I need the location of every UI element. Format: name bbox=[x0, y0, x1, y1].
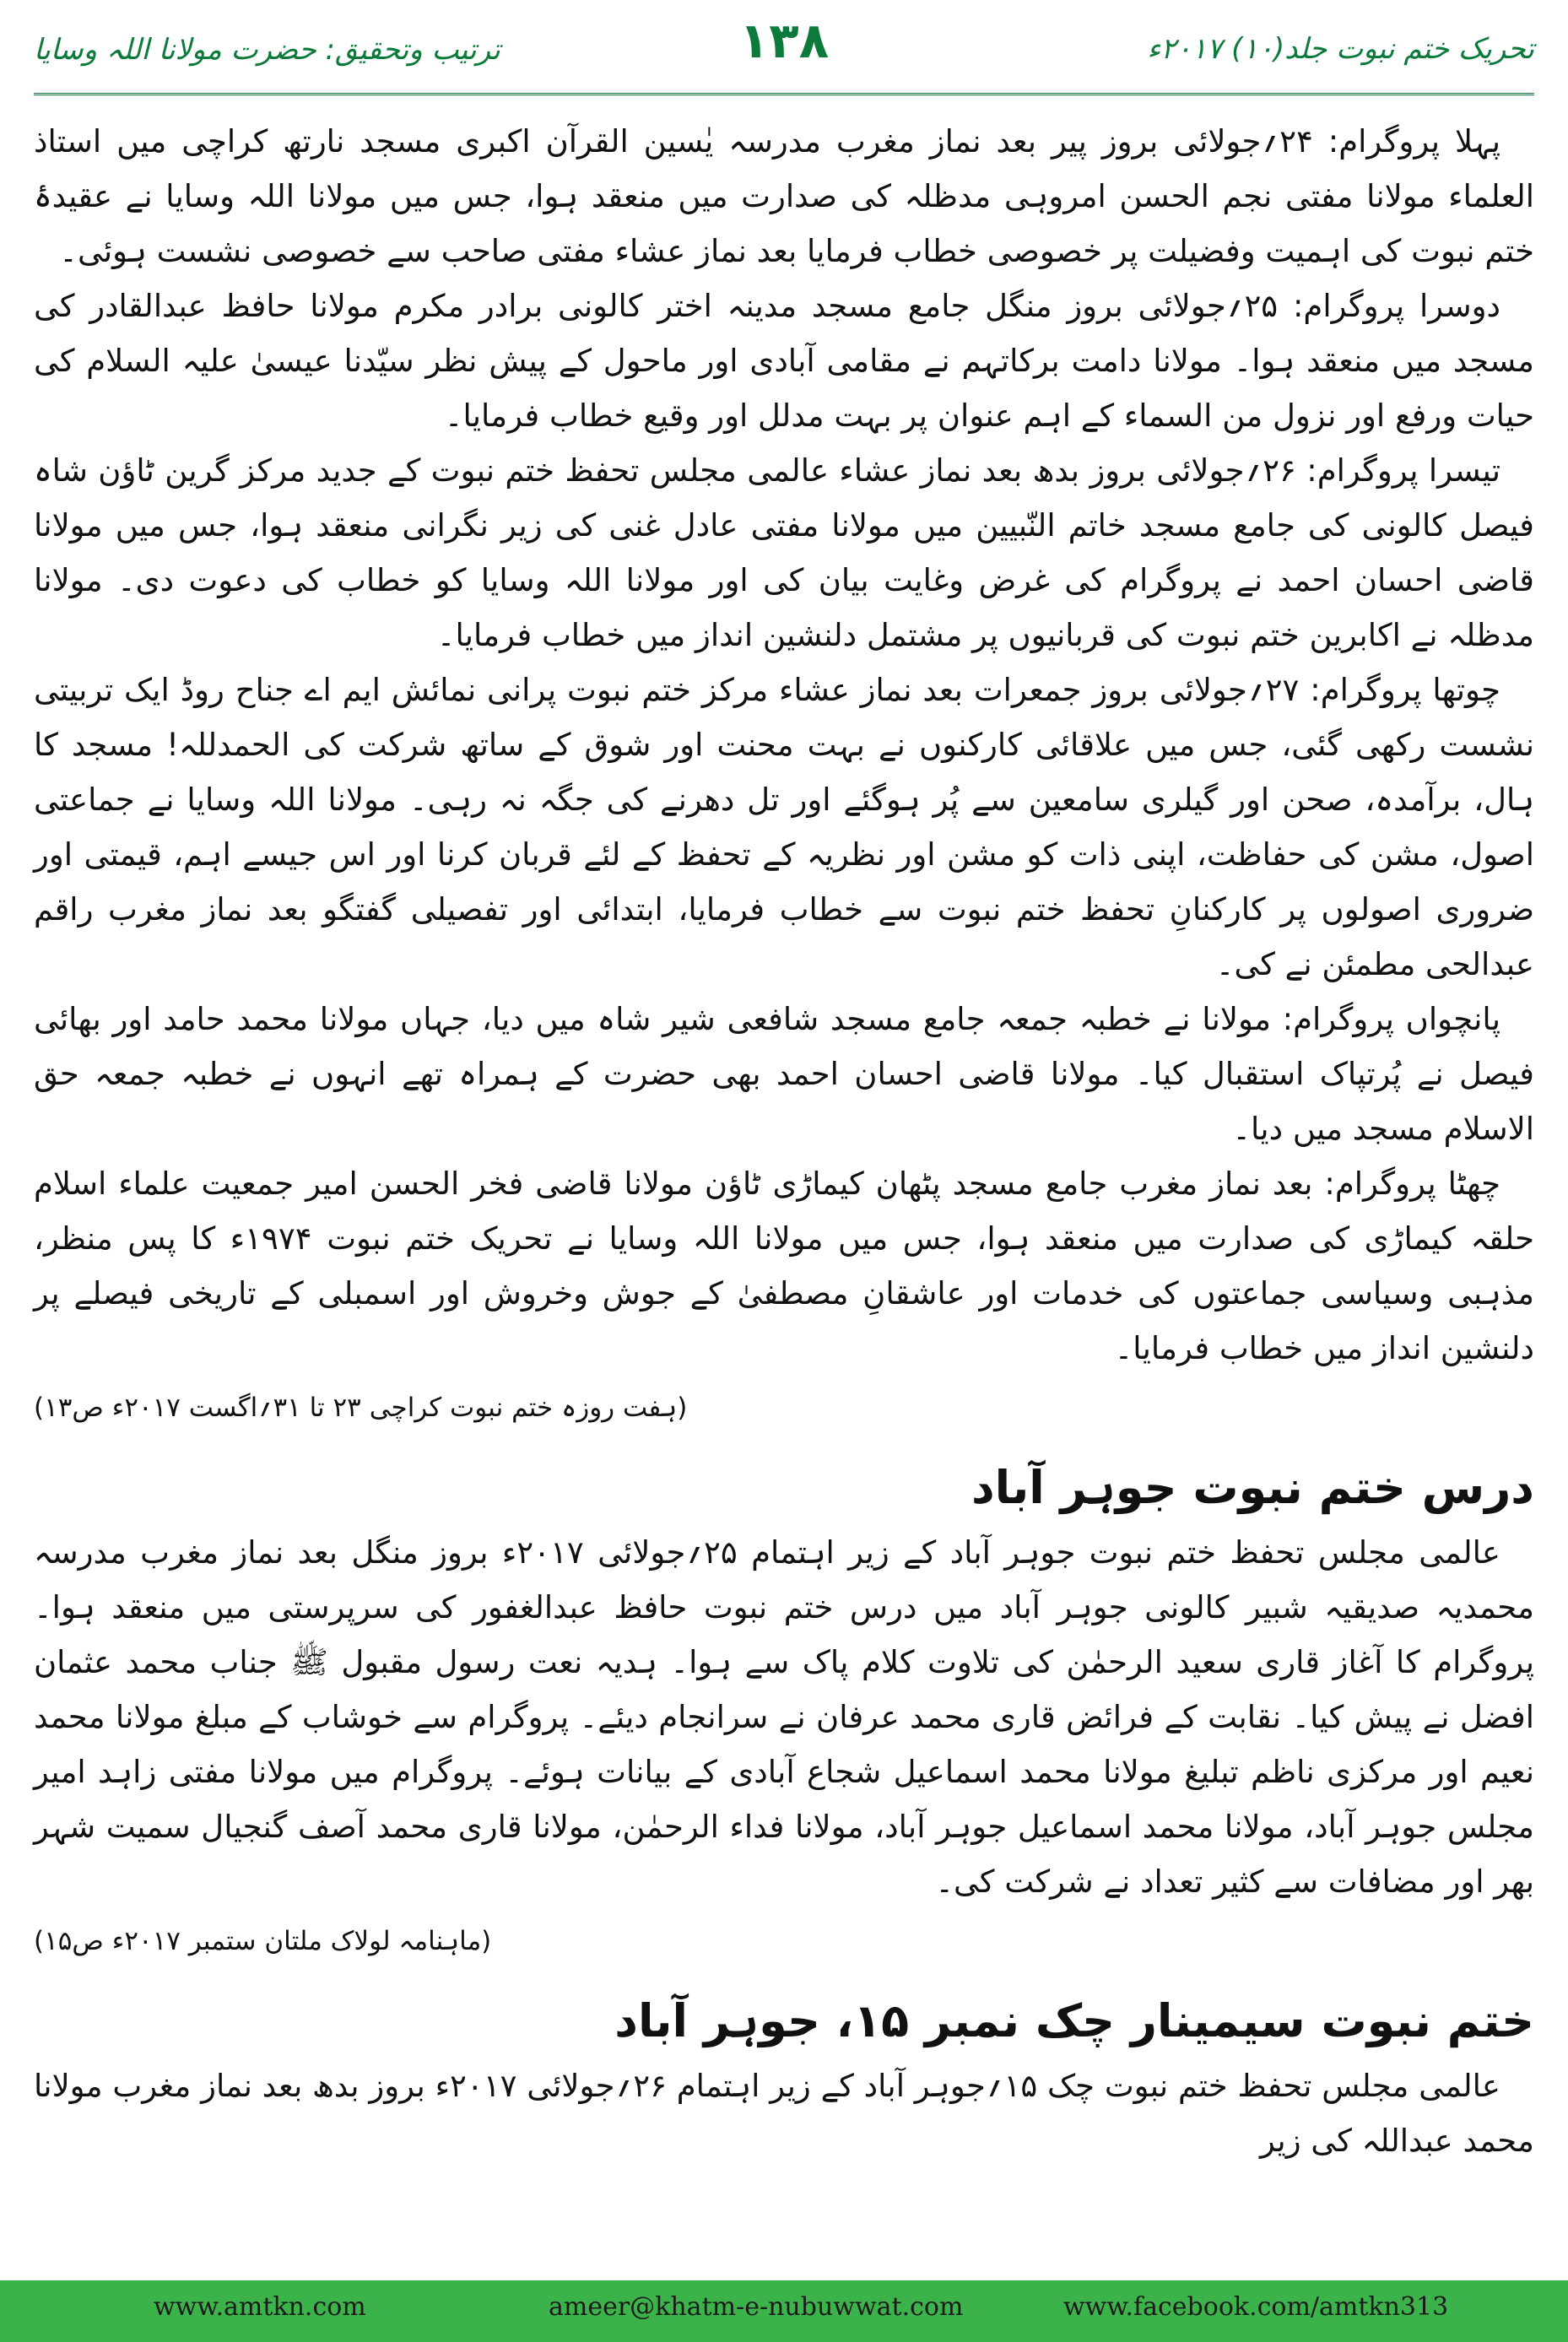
page-footer bbox=[0, 2280, 1568, 2342]
header-divider bbox=[34, 93, 1534, 95]
paragraph-program-3: تیسرا پروگرام: ۲۶؍جولائی بروز بدھ بعد نماز عشاء عالمی مجلس تحفظ ختم نبوت کے جدید مرکز گرین ٹاؤن شاہ فیصل کالونی کی جامع مسجد خاتم النّبیین میں مولانا مفتی عادل غنی کی زیر نگرانی منعقد ہوا، جس میں مولانا قاضی احسان احمد نے پروگرام کی غرض وغایت بیان کی اور مولانا اللہ وسایا کو خطاب کی دعوت دی۔ مولانا مدظلہ نے اکابرین ختم نبوت کی قربانیوں پر مشتمل دلنشین انداز میں خطاب فرمایا۔ bbox=[34, 452, 1534, 653]
paragraph-dars: عالمی مجلس تحفظ ختم نبوت جوہر آباد کے زیر اہتمام ۲۵؍جولائی ۲۰۱۷ء بروز منگل بعد نماز مغرب مدرسہ محمدیہ صدیقیہ شبیر کالونی جوہر آباد میں درس ختم نبوت حافظ عبدالغفور کی سرپرستی میں منعقد ہوا۔ پروگرام کا آغاز قاری سعید الرحمٰن کی تلاوت کلام پاک سے ہوا۔ ہدیہ نعت رسول مقبول ﷺ جناب محمد عثمان افضل نے پیش کیا۔ نقابت کے فرائض قاری محمد عرفان نے سرانجام دیئے۔ پروگرام سے خوشاب کے مبلغ مولانا محمد نعیم اور مرکزی ناظم تبلیغ مولانا محمد اسماعیل شجاع آبادی کے بیانات ہوئے۔ پروگرام میں مولانا مفتی زاہد امیر مجلس جوہر آباد، مولانا محمد اسماعیل جوہر آباد، مولانا فداء الرحمٰن، مولانا قاری محمد آصف گنجیال سمیت شہر بھر اور مضافات سے کثیر تعداد نے شرکت کی۔ bbox=[34, 1534, 1534, 1900]
page-body bbox=[34, 114, 1534, 2168]
facebook-link[interactable]: www.facebook.com/amtkn313 bbox=[1063, 2292, 1449, 2322]
paragraph-program-1: پہلا پروگرام: ۲۴؍جولائی بروز پیر بعد نماز مغرب مدرسہ یٰسین القرآن اکبری مسجد نارتھ کراچی میں استاذ العلماء مولانا مفتی نجم الحسن امروہی مدظلہ کی صدارت میں منعقد ہوا، جس میں مولانا اللہ وسایا نے عقیدۂ ختم نبوت کی اہمیت وفضیلت پر خصوصی خطاب فرمایا بعد نماز عشاء مفتی صاحب سے خصوصی نشست ہوئی۔ bbox=[34, 123, 1534, 269]
email-link[interactable]: ameer@khatm-e-nubuwwat.com bbox=[549, 2292, 964, 2322]
page-header bbox=[0, 0, 1568, 101]
page-number: ۱۳۸ bbox=[738, 12, 830, 69]
paragraph-program-6: چھٹا پروگرام: بعد نماز مغرب جامع مسجد پٹھان کیماڑی ٹاؤن مولانا قاضی فخر الحسن امیر جمعیت علماء اسلام حلقہ کیماڑی کی صدارت میں منعقد ہوا، جس میں مولانا اللہ وسایا نے تحریک ختم نبوت ۱۹۷۴ء کا پس منظر، مذہبی وسیاسی جماعتوں کی خدمات اور عاشقانِ مصطفیٰ کے جوش وخروش اور اسمبلی کے تاریخی فیصلے پر دلنشین انداز میں خطاب فرمایا۔ bbox=[34, 1166, 1534, 1366]
paragraph-seminar: عالمی مجلس تحفظ ختم نبوت چک ۱۵؍جوہر آباد کے زیر اہتمام ۲۶؍جولائی ۲۰۱۷ء بروز بدھ بعد نماز مغرب مولانا محمد عبداللہ کی زیر bbox=[34, 2068, 1534, 2159]
section-heading-dars: درس ختم نبوت جوہر آباد bbox=[971, 1461, 1534, 1514]
source-reference-1: (ہفت روزہ ختم نبوت کراچی ۲۳ تا ۳۱؍اگست ۲۰۱۷ء ص۱۳) bbox=[34, 1393, 688, 1423]
paragraph-program-5: پانچواں پروگرام: مولانا نے خطبہ جمعہ جامع مسجد شافعی شیر شاہ میں دیا، جہاں مولانا محمد حامد اور بھائی فیصل نے پُرتپاک استقبال کیا۔ مولانا قاضی احسان احمد بھی حضرت کے ہمراہ تھے انہوں نے خطبہ جمعہ حق الاسلام مسجد میں دیا۔ bbox=[34, 1001, 1534, 1147]
website-link[interactable]: www.amtkn.com bbox=[154, 2292, 366, 2322]
paragraph-program-2: دوسرا پروگرام: ۲۵؍جولائی بروز منگل جامع مسجد مدینہ اختر کالونی برادر مکرم مولانا حافظ عبدالقادر کی مسجد میں منعقد ہوا۔ مولانا دامت برکاتہم نے مقامی آبادی اور ماحول کے پیش نظر سیّدنا عیسیٰ علیہ السلام کی حیات ورفع اور نزول من السماء کے اہم عنوان پر بہت مدلل اور وقیع خطاب فرمایا۔ bbox=[34, 288, 1534, 434]
section-heading-seminar: ختم نبوت سیمینار چک نمبر ۱۵، جوہر آباد bbox=[614, 1994, 1534, 2047]
book-title: تحریک ختم نبوت جلد(۱۰) ۲۰۱۷ء bbox=[1147, 32, 1534, 66]
source-reference-2: (ماہنامہ لولاک ملتان ستمبر ۲۰۱۷ء ص۱۵) bbox=[34, 1926, 492, 1956]
paragraph-program-4: چوتھا پروگرام: ۲۷؍جولائی بروز جمعرات بعد نماز عشاء مرکز ختم نبوت پرانی نمائش ایم اے جناح روڈ ایک تربیتی نشست رکھی گئی، جس میں علاقائی کارکنوں نے بہت محنت اور شوق کے ساتھ شرکت کی الحمدللہ! مسجد کا ہال، برآمدہ، صحن اور گیلری سامعین سے پُر ہوگئے اور تل دھرنے کی جگہ نہ رہی۔ مولانا اللہ وسایا نے جماعتی اصول، مشن کی حفاظت، اپنی ذات کو مشن اور نظریہ کے تحفظ کے لئے قربان کرنا اور اس جیسے اہم، قیمتی اور ضروری اصولوں پر کارکنانِ تحفظ ختم نبوت سے خطاب فرمایا، ابتدائی اور تفصیلی گفتگو بعد نماز مغرب راقم عبدالحی مطمئن نے کی۔ bbox=[34, 672, 1534, 982]
compiler-credit: ترتیب وتحقیق: حضرت مولانا اللہ وسایا bbox=[34, 33, 500, 67]
